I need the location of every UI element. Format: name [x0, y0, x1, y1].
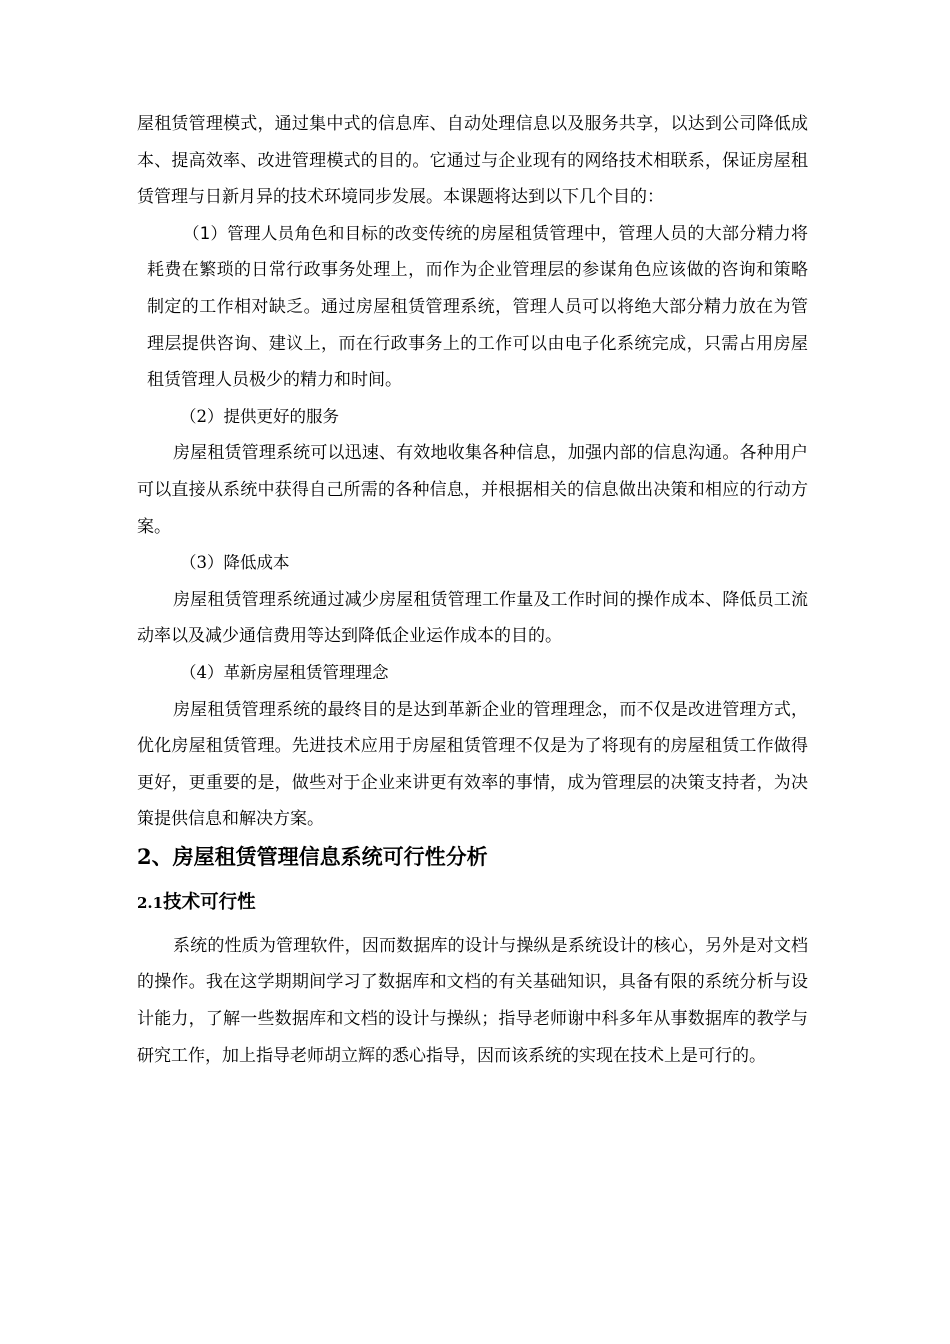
section-2-heading: [137, 838, 808, 884]
item-2-heading: [137, 399, 808, 436]
item-4-heading: [137, 655, 808, 692]
item-1-paragraph: [137, 216, 808, 399]
item-2-body: 房屋租赁管理系统可以迅速、有效地收集各种信息，加强内部的信息沟通。各种用户可以直接从系统中获得自己所需的各种信息，并根据相关的信息做出决策和相应的行动方案。: [137, 443, 808, 537]
item-3-number: （3）: [180, 553, 224, 573]
item-2-title: 提供更好的服务: [223, 406, 339, 426]
item-1-number: （1）: [183, 223, 228, 243]
section-2-title: 、房屋租赁管理信息系统可行性分析: [151, 844, 488, 869]
document-page: [137, 106, 808, 1074]
item-1-body: 传统的房屋租赁管理中，管理人员的大部分精力将耗费在繁琐的日常行政事务处理上，而作为企业管理层的参谋角色应该做的咨询和策略制定的工作相对缺乏。通过房屋租赁管理系统，管理人员可以将绝大部分精力放在为管理层提供咨询、建议上，而在行政事务上的工作可以由电子化系统完成，只需占用房屋租赁管理人员极少的精力和时间。: [147, 223, 809, 391]
section-2-1-number: 2.1: [137, 893, 164, 912]
item-4-body: 房屋租赁管理系统的最终目的是达到革新企业的管理理念，而不仅是改进管理方式，优化房屋租赁管理。先进技术应用于房屋租赁管理不仅是为了将现有的房屋租赁工作做得更好，更重要的是，做些对于企业来讲更有效率的事情，成为管理层的决策支持者，为决策提供信息和解决方案。: [137, 699, 808, 830]
item-1-title: 管理人员角色和目标的改变: [227, 223, 429, 243]
item-3-body: 房屋租赁管理系统通过减少房屋租赁管理工作量及工作时间的操作成本、降低员工流动率以及减少通信费用等达到降低企业运作成本的目的。: [137, 589, 808, 647]
item-2-number: （2）: [180, 406, 224, 426]
section-2-1-body: 系统的性质为管理软件，因而数据库的设计与操纵是系统设计的核心，另外是对文档的操作。我在这学期期间学习了数据库和文档的有关基础知识，具备有限的系统分析与设计能力，了解一些数据库和文档的设计与操纵；指导老师谢中科多年从事数据库的教学与研究工作，加上指导老师胡立辉的悉心指导，因而该系统的实现在技术上是可行的。: [137, 935, 808, 1066]
section-2-1-heading: [137, 884, 808, 928]
section-2-number: 2: [137, 843, 152, 869]
item-4-title: 革新房屋租赁管理理念: [223, 662, 389, 682]
intro-paragraph: 屋租赁管理模式，通过集中式的信息库、自动处理信息以及服务共享，以达到公司降低成本、提高效率、改进管理模式的目的。它通过与企业现有的网络技术相联系，保证房屋租赁管理与日新月异的技术环境同步发展。本课题将达到以下几个目的：: [137, 114, 808, 208]
section-2-1-title: 技术可行性: [163, 891, 256, 913]
item-3-heading: [137, 545, 808, 582]
item-3-title: 降低成本: [223, 553, 290, 573]
item-4-number: （4）: [180, 662, 224, 682]
